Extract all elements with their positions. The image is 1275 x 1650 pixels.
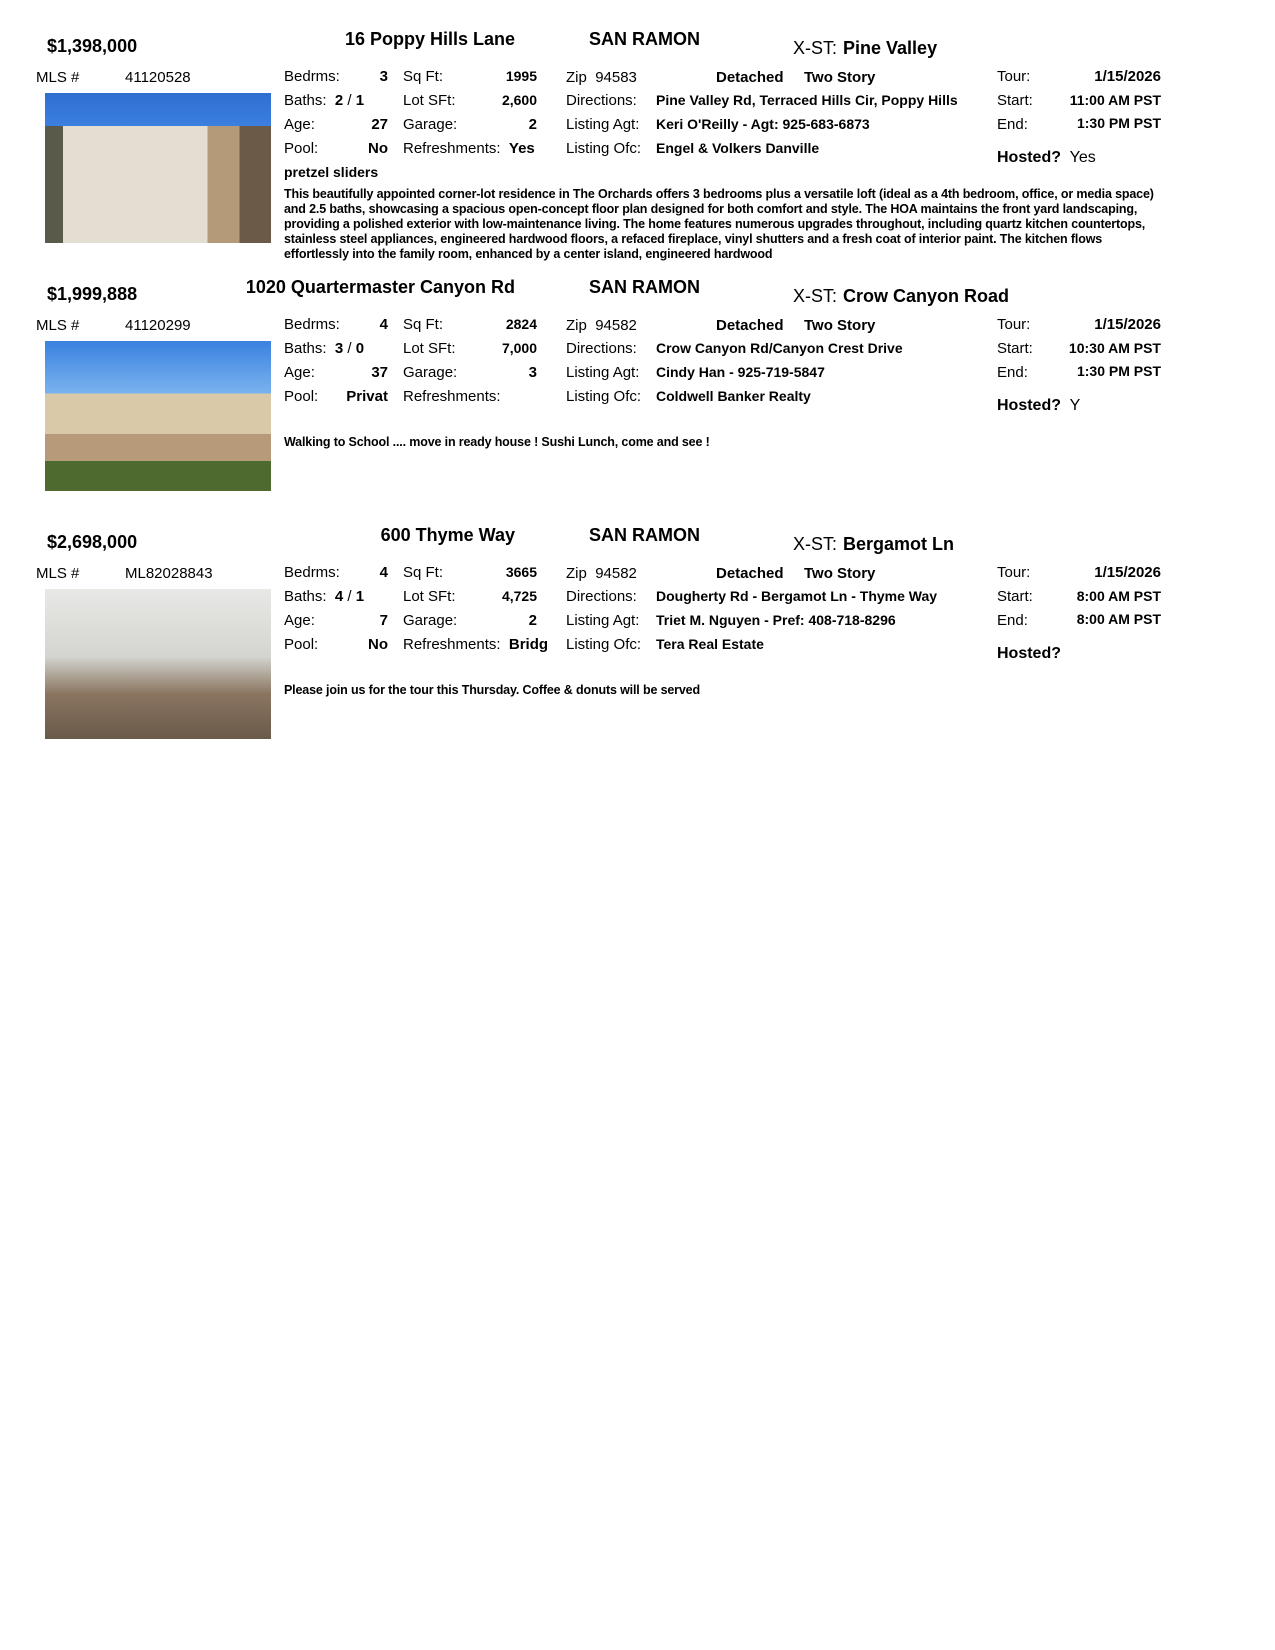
age-label: Age: xyxy=(284,116,315,133)
sqft-value: 1995 xyxy=(505,68,537,84)
cross-street-value: Crow Canyon Road xyxy=(843,286,1010,306)
pool-label: Pool: xyxy=(284,636,319,653)
tour-label: Tour: xyxy=(997,68,1031,85)
garage-value: 2 xyxy=(528,116,537,133)
age-label: Age: xyxy=(284,612,315,629)
cross-street-label: X-ST: xyxy=(793,38,838,58)
baths xyxy=(284,588,364,605)
pool-value: No xyxy=(368,636,388,653)
office-label: Listing Ofc: xyxy=(566,388,642,405)
baths-label: Baths: xyxy=(284,92,327,109)
garage-label: Garage: xyxy=(403,116,458,133)
mls-number: 41120299 xyxy=(125,317,191,334)
cross-street-value: Bergamot Ln xyxy=(843,534,955,554)
directions-label: Directions: xyxy=(566,588,637,605)
tour-label: Tour: xyxy=(997,564,1031,581)
listing-city: SAN RAMON xyxy=(589,29,700,49)
age-value: 37 xyxy=(371,364,388,381)
baths-label: Baths: xyxy=(284,588,327,605)
bedrooms-label: Bedrms: xyxy=(284,564,340,581)
hosted-label: Hosted? xyxy=(997,645,1061,662)
zip-label: Zip xyxy=(566,565,587,582)
mls-number: ML82028843 xyxy=(125,565,213,582)
end-label: End: xyxy=(997,364,1028,381)
property-type: Detached xyxy=(716,69,784,86)
garage-label: Garage: xyxy=(403,364,458,381)
directions-value: Dougherty Rd - Bergamot Ln - Thyme Way xyxy=(656,588,938,604)
property-style: Two Story xyxy=(804,69,876,86)
baths-label: Baths: xyxy=(284,340,327,357)
mls-number: 41120528 xyxy=(125,69,191,86)
directions-label: Directions: xyxy=(566,340,637,357)
mls-label: MLS # xyxy=(36,69,80,86)
listing-city: SAN RAMON xyxy=(589,277,700,297)
listing-address: 600 Thyme Way xyxy=(380,525,515,545)
age-label: Age: xyxy=(284,364,315,381)
refreshments-label: Refreshments: xyxy=(403,636,501,653)
agent-value: Cindy Han - 925-719-5847 xyxy=(656,364,825,380)
pool-label: Pool: xyxy=(284,140,319,157)
zip-value: 94583 xyxy=(595,69,637,86)
directions-value: Pine Valley Rd, Terraced Hills Cir, Poppy Hills xyxy=(656,92,958,108)
lot-label: Lot SFt: xyxy=(403,92,456,109)
tour-date: 1/15/2026 xyxy=(1094,68,1161,85)
baths-separator: / xyxy=(347,92,352,109)
hosted xyxy=(997,645,1065,663)
end-time: 1:30 PM PST xyxy=(1076,115,1161,131)
baths-separator: / xyxy=(347,588,352,605)
refreshments-label: Refreshments: xyxy=(403,388,501,405)
garage-value: 2 xyxy=(528,612,537,629)
agent-label: Listing Agt: xyxy=(566,612,640,629)
zip xyxy=(566,317,637,334)
office-value: Coldwell Banker Realty xyxy=(656,388,811,404)
hosted xyxy=(997,149,1096,167)
hosted-value: Y xyxy=(1069,397,1081,414)
lot-label: Lot SFt: xyxy=(403,340,456,357)
start-label: Start: xyxy=(997,340,1033,357)
tour-date: 1/15/2026 xyxy=(1094,316,1161,333)
start-time: 8:00 AM PST xyxy=(1076,588,1161,604)
zip-value: 94582 xyxy=(595,317,637,334)
hosted-label: Hosted? xyxy=(997,149,1061,166)
listing-description: Please join us for the tour this Thursday. Coffee & donuts will be served xyxy=(284,683,700,697)
cross-street-label: X-ST: xyxy=(793,534,838,554)
zip xyxy=(566,565,637,582)
baths-full: 4 xyxy=(334,588,344,605)
bedrooms-value: 4 xyxy=(379,316,388,333)
baths-full: 3 xyxy=(334,340,344,357)
start-label: Start: xyxy=(997,92,1033,109)
directions-value: Crow Canyon Rd/Canyon Crest Drive xyxy=(656,340,903,356)
age-value: 7 xyxy=(379,612,388,629)
sqft-value: 3665 xyxy=(505,564,537,580)
hosted xyxy=(997,397,1080,415)
end-time: 8:00 AM PST xyxy=(1076,611,1161,627)
zip-label: Zip xyxy=(566,317,587,334)
baths-half: 0 xyxy=(355,340,365,357)
pool-value: No xyxy=(368,140,388,157)
cross-street-value: Pine Valley xyxy=(843,38,938,58)
start-time: 10:30 AM PST xyxy=(1068,340,1161,356)
agent-label: Listing Agt: xyxy=(566,116,640,133)
start-time: 11:00 AM PST xyxy=(1069,92,1161,108)
property-style: Two Story xyxy=(804,565,876,582)
property-type: Detached xyxy=(716,317,784,334)
lot-value: 2,600 xyxy=(501,92,537,108)
baths-full: 2 xyxy=(334,92,344,109)
tour-date: 1/15/2026 xyxy=(1094,564,1161,581)
sqft-value: 2824 xyxy=(505,316,537,332)
property-photo xyxy=(45,341,271,491)
lot-value: 7,000 xyxy=(501,340,537,356)
age-value: 27 xyxy=(371,116,388,133)
baths-separator: / xyxy=(347,340,352,357)
garage-value: 3 xyxy=(528,364,537,381)
cross-street-label: X-ST: xyxy=(793,286,838,306)
agent-value: Triet M. Nguyen - Pref: 408-718-8296 xyxy=(656,612,896,628)
mls-label: MLS # xyxy=(36,565,80,582)
listing-description: This beautifully appointed corner-lot residence in The Orchards offers 3 bedrooms plus a versatile loft (ideal as a 4th bedroom, office, or media space) and 2.5 baths, showcasing a spacious open-concept floor plan designed for both comfort and style. The HOA maintains the front yard landscaping, providing a polished exterior with low-maintenance living. The home features numerous upgrades throughout, including quartz kitchen countertops, stainless steel appliances, engineered hardwood floors, a refaced fireplace, vinyl shutters and a fresh coat of interior paint. The kitchen flows effortlessly into the family room, enhanced by a center island, engineered hardwood xyxy=(284,187,1154,261)
bedrooms-value: 4 xyxy=(379,564,388,581)
end-label: End: xyxy=(997,612,1028,629)
start-label: Start: xyxy=(997,588,1033,605)
listing xyxy=(0,25,1275,273)
listing-city: SAN RAMON xyxy=(589,525,700,545)
refreshments-label: Refreshments: xyxy=(403,140,501,157)
property-photo xyxy=(45,93,271,243)
listing-price: $1,999,888 xyxy=(47,284,138,304)
listing-description: Walking to School .... move in ready house ! Sushi Lunch, come and see ! xyxy=(284,435,710,449)
refreshments xyxy=(403,636,548,653)
agent-label: Listing Agt: xyxy=(566,364,640,381)
property-type: Detached xyxy=(716,565,784,582)
bedrooms-label: Bedrms: xyxy=(284,316,340,333)
zip xyxy=(566,69,637,86)
baths-half: 1 xyxy=(355,92,365,109)
office-label: Listing Ofc: xyxy=(566,140,642,157)
end-label: End: xyxy=(997,116,1028,133)
bedrooms-label: Bedrms: xyxy=(284,68,340,85)
garage-label: Garage: xyxy=(403,612,458,629)
office-value: Engel & Volkers Danville xyxy=(656,140,820,156)
pool-value: Privat xyxy=(346,388,388,405)
hosted-value: Yes xyxy=(1069,149,1096,166)
listing-address: 16 Poppy Hills Lane xyxy=(344,29,515,49)
baths xyxy=(284,340,364,357)
listing xyxy=(0,521,1275,769)
listing-price: $1,398,000 xyxy=(47,36,138,56)
end-time: 1:30 PM PST xyxy=(1076,363,1161,379)
refreshments-note: pretzel sliders xyxy=(284,164,379,180)
listing-price: $2,698,000 xyxy=(47,532,138,552)
agent-value: Keri O'Reilly - Agt: 925-683-6873 xyxy=(656,116,870,132)
property-photo xyxy=(45,589,271,739)
zip-value: 94582 xyxy=(595,565,637,582)
refreshments xyxy=(403,388,505,405)
bedrooms-value: 3 xyxy=(379,68,388,85)
hosted-label: Hosted? xyxy=(997,397,1061,414)
lot-label: Lot SFt: xyxy=(403,588,456,605)
property-style: Two Story xyxy=(804,317,876,334)
pool-label: Pool: xyxy=(284,388,319,405)
directions-label: Directions: xyxy=(566,92,637,109)
lot-value: 4,725 xyxy=(501,588,537,604)
listing xyxy=(0,273,1275,521)
sqft-label: Sq Ft: xyxy=(403,68,444,85)
sqft-label: Sq Ft: xyxy=(403,316,444,333)
refreshments-value: Yes xyxy=(508,140,535,157)
cross-street xyxy=(793,286,1009,307)
baths-half: 1 xyxy=(355,588,365,605)
cross-street xyxy=(793,534,954,555)
cross-street xyxy=(793,38,937,59)
refreshments xyxy=(403,140,535,157)
office-label: Listing Ofc: xyxy=(566,636,642,653)
office-value: Tera Real Estate xyxy=(656,636,764,652)
baths xyxy=(284,92,364,109)
mls-label: MLS # xyxy=(36,317,80,334)
refreshments-value: Bridg xyxy=(508,636,549,653)
listing-address: 1020 Quartermaster Canyon Rd xyxy=(245,277,515,297)
sqft-label: Sq Ft: xyxy=(403,564,444,581)
tour-label: Tour: xyxy=(997,316,1031,333)
zip-label: Zip xyxy=(566,69,587,86)
